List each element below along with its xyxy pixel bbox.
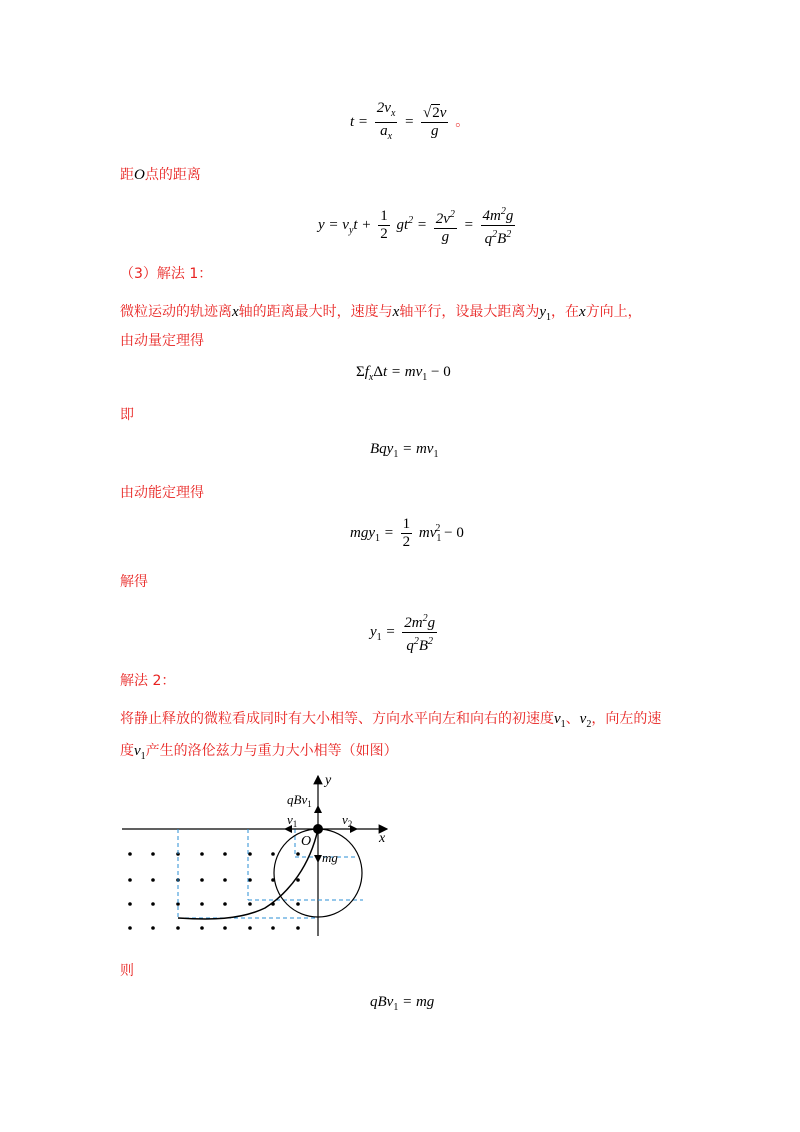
method2-text-d: 度: [120, 743, 134, 759]
equation-energy: mgy$_1$ = $\frac{1}{2}$ $mv_1^2 - 0$: [350, 516, 464, 550]
label-kinetic-energy-theorem: 由动能定理得: [120, 485, 204, 501]
x-axis-label: x: [379, 831, 386, 846]
label-ji: 即: [120, 407, 134, 423]
equation-bqy1: $Bqy_1 = mv_1$: [370, 441, 439, 460]
label-distance-from-O: [120, 164, 201, 184]
method1-paragraph-line1: 微粒运动的轨迹离x轴的距离最大时，速度与x轴平行，设最大距离为$y_1$，在x方向上，: [120, 304, 642, 323]
label-distance-c: 点的距离: [144, 167, 201, 183]
method1-text-d: ，在: [551, 304, 580, 320]
v1-label: $v_1$: [287, 812, 298, 829]
method2-paragraph-line2: 度$v_1$产生的洛伦兹力与重力大小相等（如图）: [120, 743, 398, 762]
section3-heading: （3）解法 1：: [120, 266, 213, 282]
method2-text-e: 产生的洛伦兹力与重力大小相等（如图）: [145, 743, 398, 759]
gravity-label: mg: [322, 850, 338, 865]
method2-heading: 解法 2：: [120, 673, 176, 689]
label-distance-a: 距: [120, 167, 134, 183]
method2-text-c: ，向左的速: [591, 711, 662, 727]
origin-label: O: [301, 834, 312, 849]
method2-text-a: 将静止释放的微粒看成同时有大小相等、方向水平向左和向右的初速度: [120, 711, 554, 727]
lorentz-force-label: qBv$_1$: [287, 792, 312, 809]
method1-paragraph-line2: 由动量定理得: [120, 333, 204, 349]
label-distance-O: O: [134, 167, 145, 183]
method2-paragraph-line1: 将静止释放的微粒看成同时有大小相等、方向水平向左和向右的初速度$v_1$、$v_2$，向左的速: [120, 711, 662, 730]
method1-text-a: 微粒运动的轨迹离: [120, 304, 232, 320]
equation-y1-result: $y_1$ = $\frac{2m^2g}{q^2B^2}$: [370, 610, 440, 655]
v2-label: $v_2$: [342, 812, 353, 829]
motion-diagram: [115, 770, 405, 945]
label-jiede: 解得: [120, 574, 148, 590]
equation-force-balance: qBv$_1$ = mg: [370, 994, 435, 1013]
equation-period: 。: [455, 113, 470, 130]
method1-text-c: 轴平行，设最大距离为: [399, 304, 540, 320]
method1-text-e: 方向上，: [585, 304, 642, 320]
method2-text-b: 、: [565, 711, 580, 727]
method1-text-b: 轴的距离最大时，速度与: [238, 304, 393, 320]
equation-momentum: $\Sigma f_x\Delta t = mv_1 - 0$: [356, 364, 451, 383]
y-axis-label: y: [325, 773, 332, 788]
label-ze: 则: [120, 963, 134, 979]
equation-distance-y: $y = v_yt$ + $\frac{1}{2}$ $gt^2$ = $\frac{2v^2}{g}$ = $\frac{4m^2g}{q^2B^2}$: [318, 203, 518, 248]
equation-time: t = $\frac{2v_x}{a_x}$ = $\frac{√2v}{g}$ 。: [350, 100, 470, 142]
